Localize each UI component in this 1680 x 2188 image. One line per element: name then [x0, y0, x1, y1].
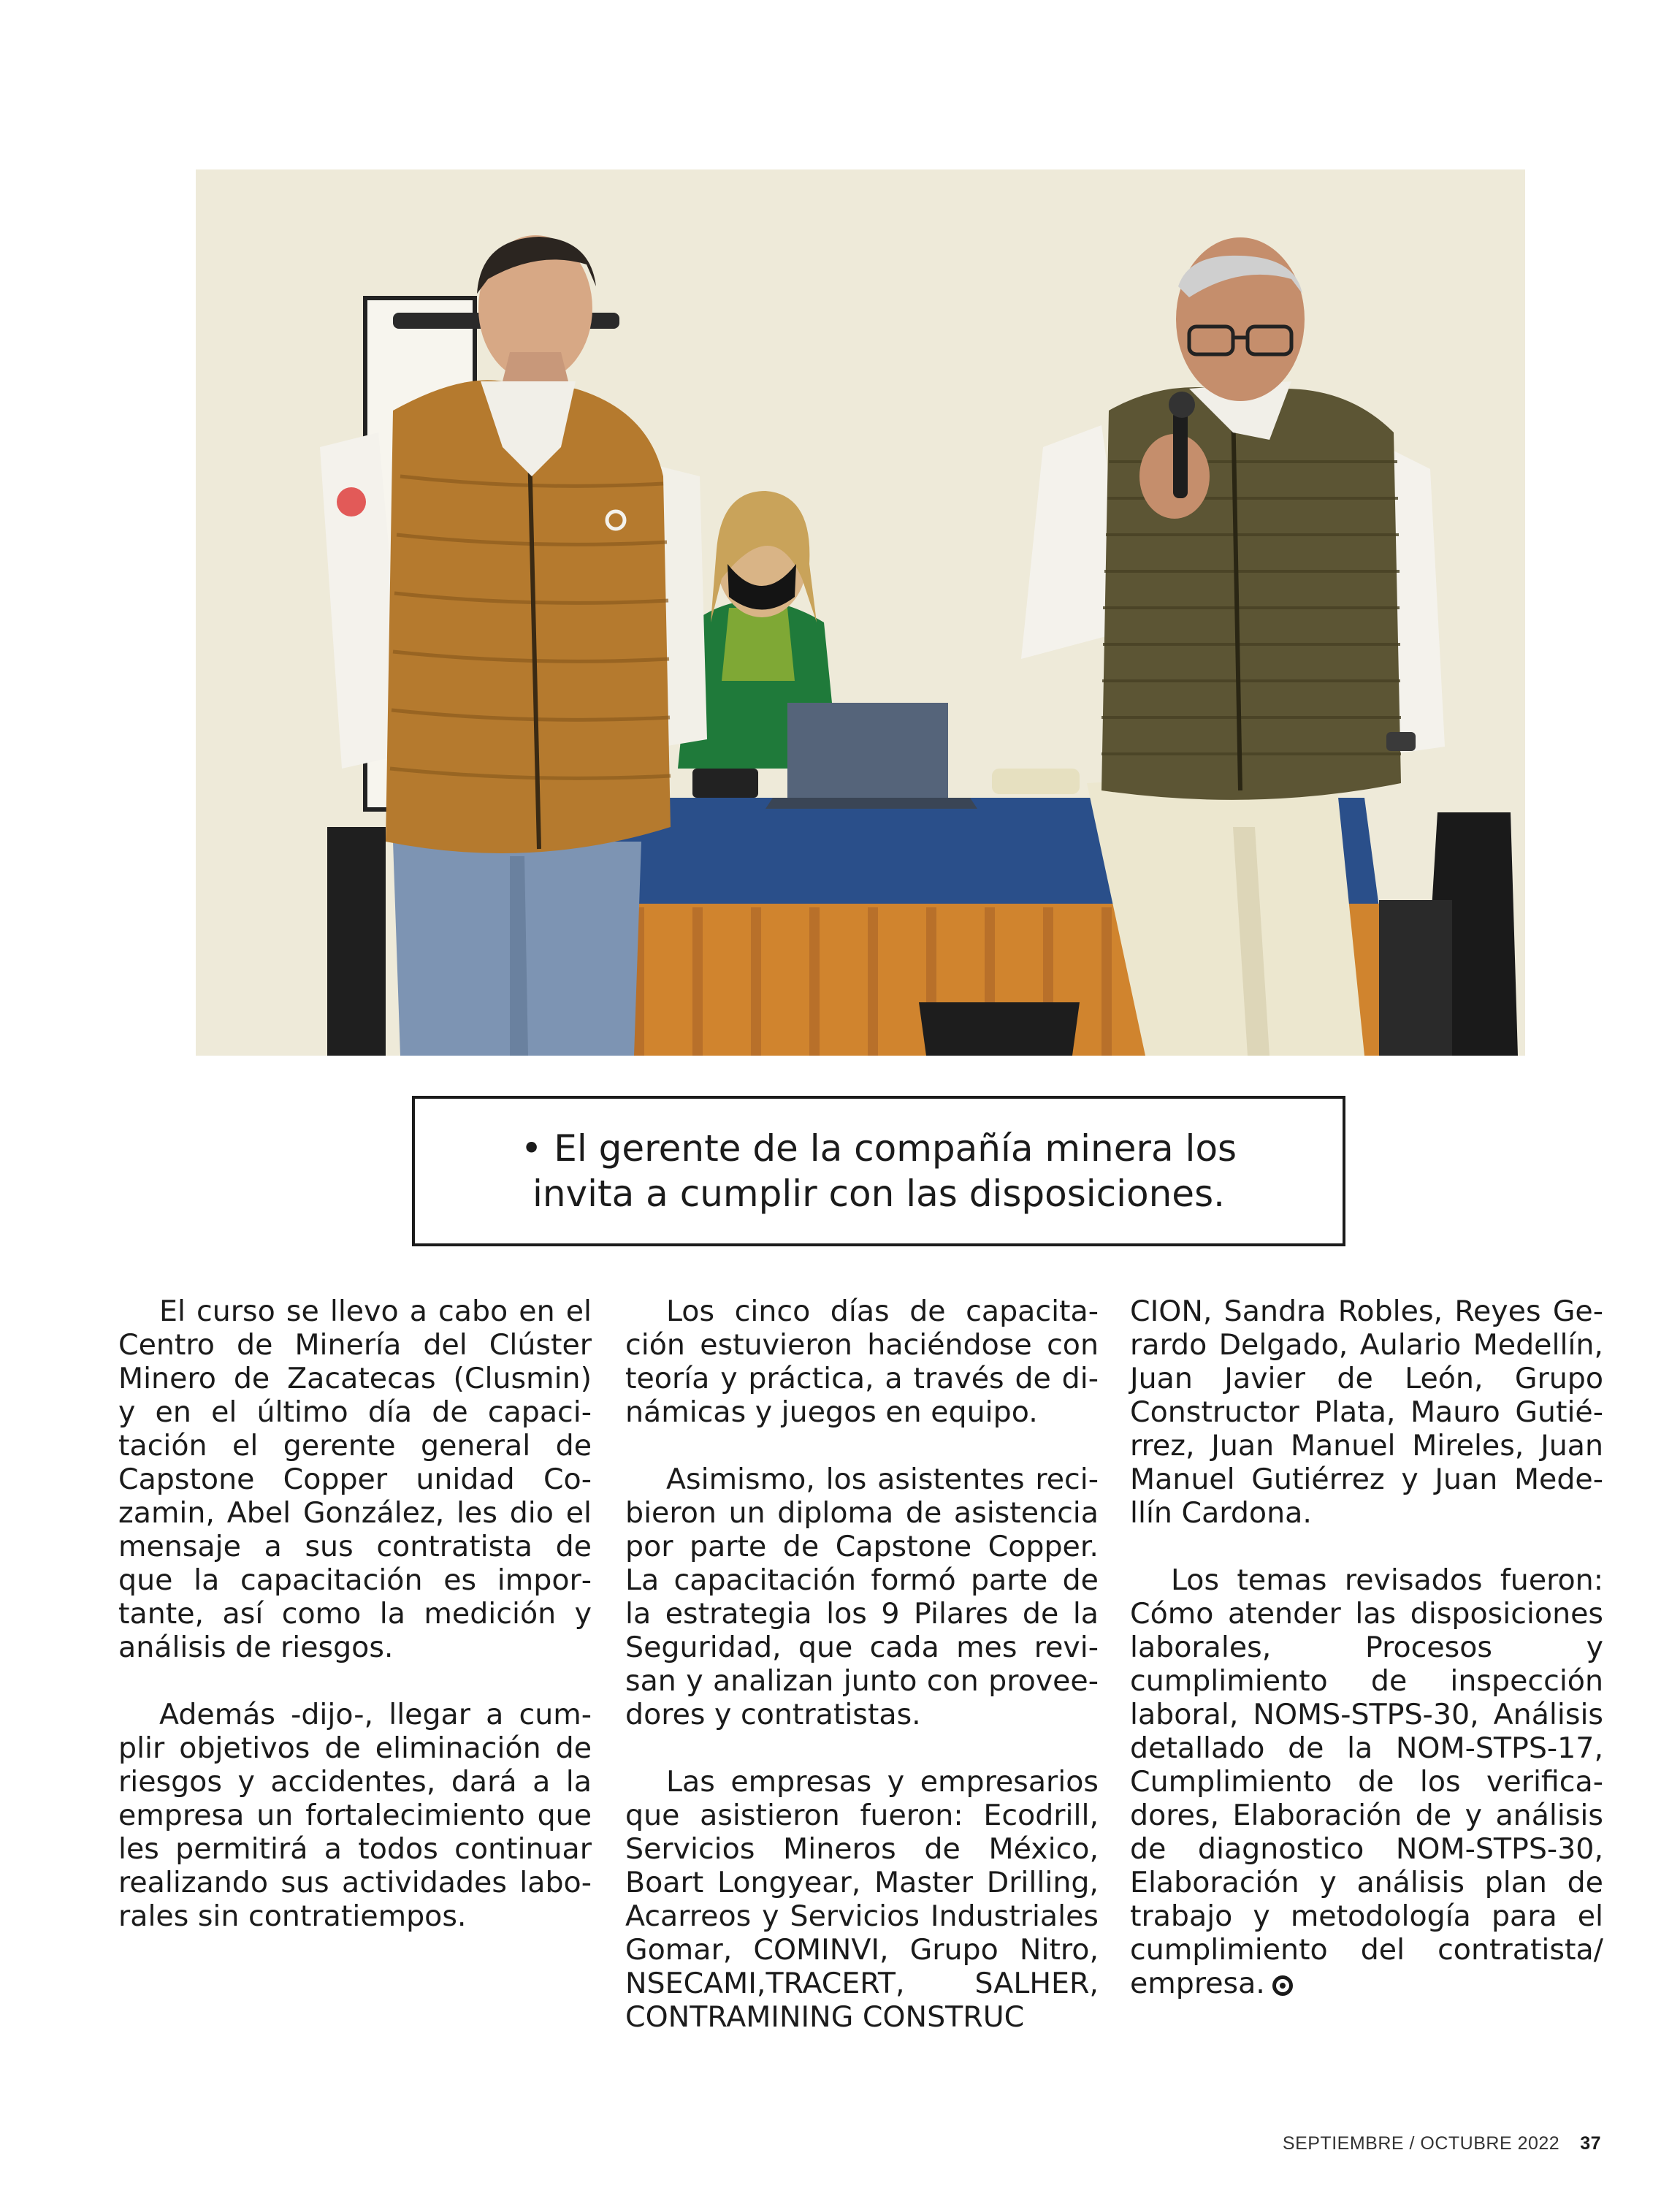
photo-caption-box	[412, 1096, 1345, 1246]
paragraph-text: Los temas revisados fueron: Cómo atender las disposiciones laborales, Procesos y cumplimiento de inspección laboral, NOMS-STPS-30, Análisis detallado de la NOM-STPS-17, Cumplimiento de los verificadores, Elaboración de y análisis de diagnostico NOM-STPS-30, Elaboración y análisis plan de trabajo y metodología para el cumplimiento del contratista/ empresa.	[1130, 1563, 1603, 2000]
text-column-1	[118, 1295, 592, 1967]
end-of-article-icon	[1272, 1975, 1293, 1996]
paragraph: CION, Sandra Robles, Reyes Gerardo Delgado, Aulario Medellín, Juan Javier de León, Grupo Constructor Plata, Mauro Gutiérrez, Juan Manuel Mireles, Juan Manuel Gutiérrez y Juan Medellín Cardona.	[1130, 1295, 1603, 1530]
text-column-3	[1130, 1295, 1603, 2034]
laptop	[765, 703, 977, 809]
paragraph: Los cinco días de capacitación estuvieron haciéndose con teoría y práctica, a través de dinámicas y juegos en equipo.	[625, 1295, 1099, 1429]
caption-line-1: • El gerente de la compañía minera los	[520, 1127, 1237, 1170]
paragraph: Asimismo, los asistentes recibieron un diploma de asistencia por parte de Capstone Copper. La capacitación formó parte de la estrategia los 9 Pilares de la Seguridad, que cada mes revisan y analizan junto con proveedores y contratistas.	[625, 1463, 1099, 1731]
paragraph: El curso se llevo a cabo en el Centro de Minería del Clúster Minero de Zacatecas (Clusmin) y en el último día de capacitación el gerente general de Capstone Copper unidad Cozamin, Abel González, les dio el mensaje a sus contratista de que la capacitación es importante, así como la medición y análisis de riesgos.	[118, 1295, 592, 1664]
caption-line-2: invita a cumplir con las disposiciones.	[532, 1173, 1226, 1215]
paragraph	[1130, 1563, 1603, 2000]
event-photo	[196, 169, 1525, 1056]
text-column-2	[625, 1295, 1099, 2067]
photo-caption	[521, 1126, 1237, 1216]
page-number: 37	[1580, 2133, 1601, 2154]
page-footer	[1283, 2133, 1601, 2154]
issue-date: SEPTIEMBRE / OCTUBRE 2022	[1282, 2133, 1560, 2154]
paragraph: Las empresas y empresarios que asistieron fueron: Ecodrill, Servicios Mineros de México, Boart Longyear, Master Drilling, Acarreos y Servicios Industriales Gomar, COMINVI, Grupo Nitro, NSECAMI,TRACERT, SALHER, CONTRAMINING CONSTRUC	[625, 1765, 1099, 2034]
paragraph: Además -dijo-, llegar a cumplir objetivos de eliminación de riesgos y accidentes, dará a la empresa un fortalecimiento que les permitirá a todos continuar realizando sus actividades laborales sin contratiempos.	[118, 1698, 592, 1933]
photo-illustration	[196, 169, 1525, 1056]
